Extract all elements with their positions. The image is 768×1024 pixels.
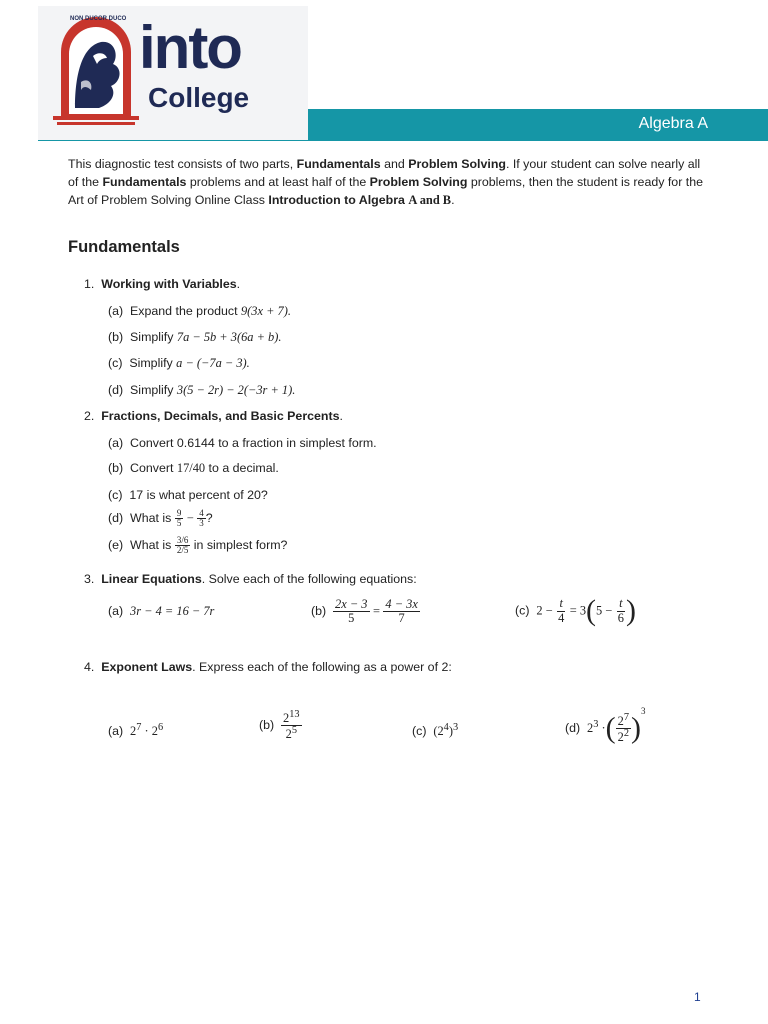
question-1a: (a) Expand the product 9(3x + 7).	[108, 304, 291, 318]
question-1b: (b) Simplify 7a − 5b + 3(6a + b).	[108, 330, 282, 344]
question-3c: (c) 2 − $\frac{t}{4}$ = 3(5 − $\frac{t}{6}$ )	[515, 594, 636, 627]
section-title: Fundamentals	[68, 238, 180, 256]
page-number: 1	[694, 990, 701, 1004]
question-2e: (e) What is $\frac{3/6}{2/5}$ in simplest form?	[108, 535, 288, 556]
question-2d: (d) What is $\frac{9}{5}$ − $\frac{4}{3}$ ?	[108, 508, 213, 529]
intro-paragraph: This diagnostic test consists of two parts, Fundamentals and Problem Solving. If your student can solve nearly all of the Fundamentals problems and at least half of the Problem Solving problems, then the student is ready for the Art of Problem Solving Online Class Introduction to Algebra A and B.	[68, 157, 703, 207]
question-3-heading: 3. Linear Equations. Solve each of the following equations:	[84, 572, 417, 586]
question-2b: (b) Convert 17/40 to a decimal.	[108, 461, 279, 475]
question-1-heading: 1. Working with Variables.	[84, 277, 241, 291]
question-4b: (b) $\frac{2^{13}}{2^5}$	[259, 709, 300, 742]
question-4d: (d) $2^3$ ·( $\frac{2^7}{2^2}$ )$^3$	[565, 706, 646, 745]
question-1d: (d) Simplify 3(5 − 2r) − 2(−3r + 1).	[108, 383, 296, 397]
logo-wordmark-college: College	[148, 82, 250, 113]
course-title: Algebra A	[638, 115, 708, 132]
logo-motto: NON DUCOR DUCO	[70, 16, 127, 22]
question-4-heading: 4. Exponent Laws. Express each of the following as a power of 2:	[84, 660, 452, 674]
question-4c: (c) $(2^4)^3$	[412, 722, 459, 739]
question-4a: (a) $2^7 \cdot 2^6$	[108, 722, 164, 739]
question-2c: (c) 17 is what percent of 20?	[108, 488, 268, 502]
lion-crest-icon	[53, 12, 139, 130]
question-2a: (a) Convert 0.6144 to a fraction in simplest form.	[108, 436, 377, 450]
question-3a: (a) 3r − 4 = 16 − 7r	[108, 604, 215, 618]
question-2-heading: 2. Fractions, Decimals, and Basic Percents.	[84, 409, 343, 423]
logo	[38, 6, 308, 140]
question-1c: (c) Simplify a − (−7a − 3).	[108, 356, 250, 370]
question-3b: (b) $\frac{2x - 3}{5}$ = $\frac{4 - 3x}{7}$	[311, 597, 418, 626]
logo-wordmark-into: into	[139, 14, 241, 81]
